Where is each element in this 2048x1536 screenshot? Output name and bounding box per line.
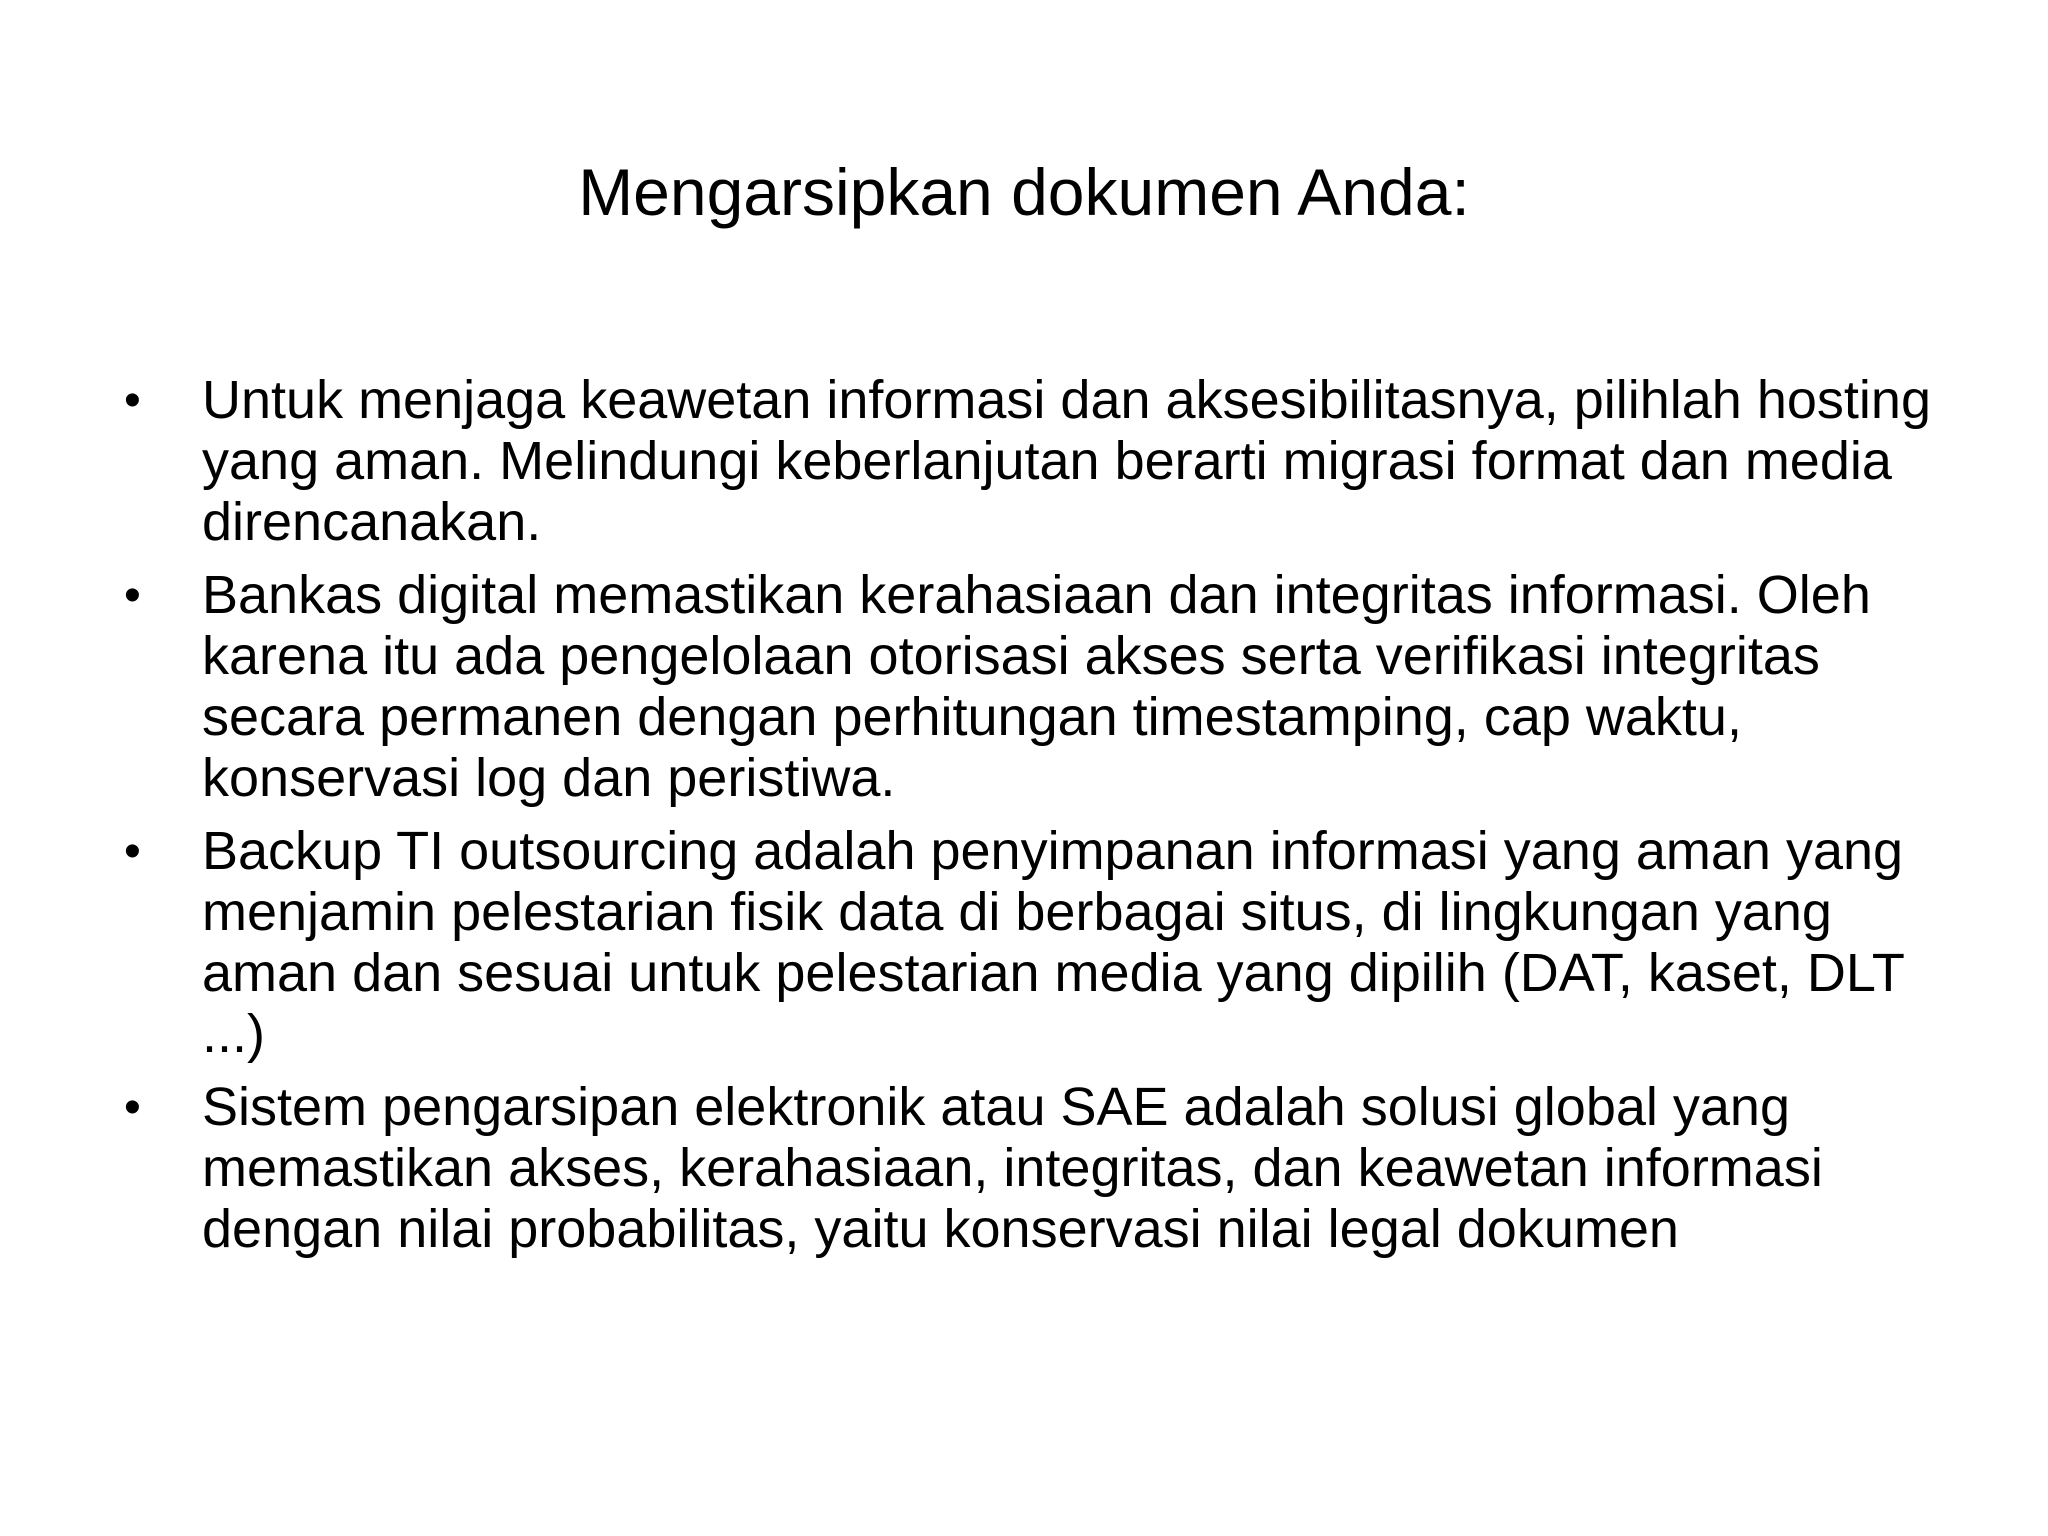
- bullet-item: [124, 370, 1954, 553]
- bullet-dot-icon: •: [124, 825, 141, 878]
- slide-title: Mengarsipkan dokumen Anda:: [578, 155, 1470, 229]
- bullet-text: Bankas digital memastikan kerahasiaan dan integritas informasi. Oleh karena itu ada pengelolaan otorisasi akses serta verifikasi integritas secara permanen dengan perhitungan timestamping, cap waktu, konservasi log dan peristiwa.: [202, 565, 1871, 808]
- bullet-text: Untuk menjaga keawetan informasi dan aksesibilitasnya, pilihlah hosting yang aman. Melindungi keberlanjutan berarti migrasi format dan media direncanakan.: [202, 370, 1931, 552]
- bullet-text: Backup TI outsourcing adalah penyimpanan informasi yang aman yang menjamin pelestarian fisik data di berbagai situs, di lingkungan yang aman dan sesuai untuk pelestarian media yang dipilih (DAT, kaset, DLT ...): [202, 821, 1904, 1064]
- bullet-dot-icon: •: [124, 374, 141, 427]
- bullet-list: [124, 370, 1954, 1272]
- bullet-text: Sistem pengarsipan elektronik atau SAE adalah solusi global yang memastikan akses, kerahasiaan, integritas, dan keawetan informasi dengan nilai probabilitas, yaitu konservasi nilai legal dokumen: [202, 1077, 1823, 1259]
- bullet-item: [124, 1077, 1954, 1260]
- bullet-dot-icon: •: [124, 1081, 141, 1134]
- bullet-dot-icon: •: [124, 569, 141, 622]
- bullet-item: [124, 565, 1954, 809]
- bullet-item: [124, 821, 1954, 1065]
